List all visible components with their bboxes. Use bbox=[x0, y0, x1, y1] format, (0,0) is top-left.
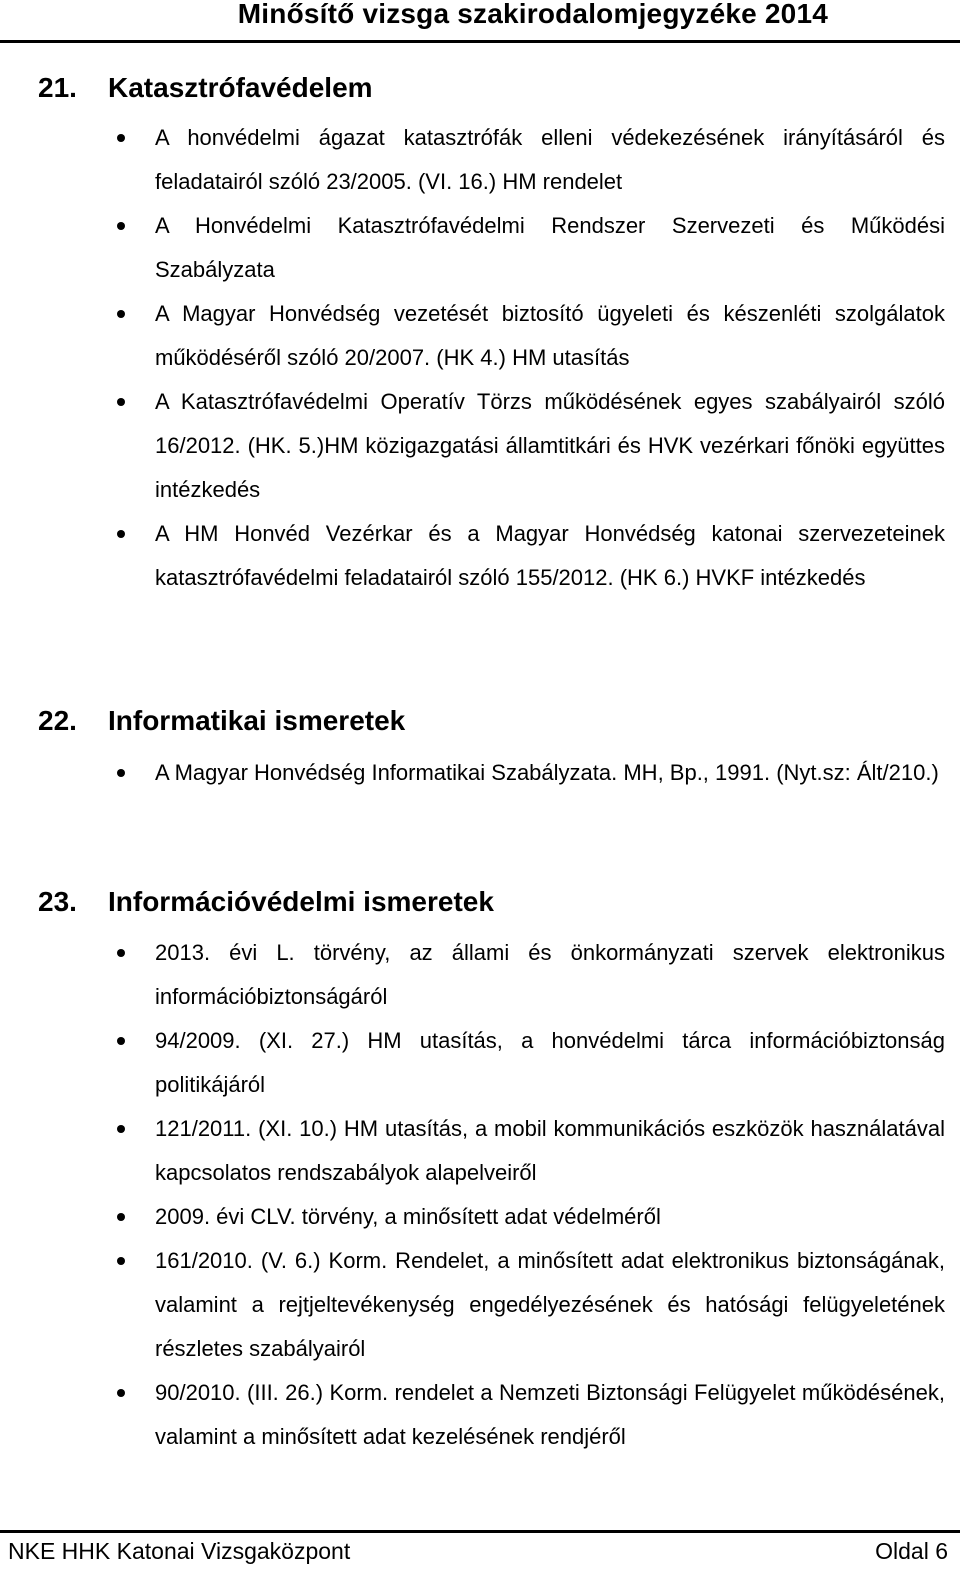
bullet-icon bbox=[117, 1257, 125, 1265]
bullet-icon bbox=[117, 398, 125, 406]
list-item-text: A Magyar Honvédség vezetését biztosító ügyeleti és készenléti szolgálatok működéséről szóló 20/2007. (HK 4.) HM utasítás bbox=[155, 301, 945, 370]
section-title: Információvédelmi ismeretek bbox=[108, 886, 494, 917]
section-title: Informatikai ismeretek bbox=[108, 705, 406, 736]
list-item-text: 121/2011. (XI. 10.) HM utasítás, a mobil kommunikációs eszközök használatával kapcsolatos rendszabályok alapelveiről bbox=[155, 1116, 945, 1185]
section-number: 23. bbox=[38, 886, 77, 917]
reference-list bbox=[0, 931, 960, 1459]
list-item bbox=[0, 931, 960, 1019]
list-item bbox=[0, 1019, 960, 1107]
reference-list bbox=[0, 751, 960, 795]
section-heading bbox=[38, 72, 373, 104]
list-item bbox=[0, 116, 960, 204]
list-item bbox=[0, 292, 960, 380]
bullet-icon bbox=[117, 949, 125, 957]
bullet-icon bbox=[117, 1037, 125, 1045]
list-item bbox=[0, 751, 960, 795]
bullet-icon bbox=[117, 530, 125, 538]
bullet-icon bbox=[117, 222, 125, 230]
list-item-text: A Honvédelmi Katasztrófavédelmi Rendszer Szervezeti és Működési Szabályzata bbox=[155, 213, 945, 282]
section-heading bbox=[38, 705, 405, 737]
bullet-icon bbox=[117, 1389, 125, 1397]
footer-organization: NKE HHK Katonai Vizsgaközpont bbox=[8, 1538, 351, 1564]
list-item-text: A HM Honvéd Vezérkar és a Magyar Honvédség katonai szervezeteinek katasztrófavédelmi feladatairól szóló 155/2012. (HK 6.) HVKF intézkedés bbox=[155, 521, 945, 590]
list-item bbox=[0, 380, 960, 512]
list-item-text: 161/2010. (V. 6.) Korm. Rendelet, a minősített adat elektronikus biztonságának, valamint a rejtjeltevékenység engedélyezésének és hatósági felügyeletének részletes szabályairól bbox=[155, 1248, 945, 1361]
list-item-text: 2013. évi L. törvény, az állami és önkormányzati szervek elektronikus információbiztonságáról bbox=[155, 940, 945, 1009]
page-number: Oldal 6 bbox=[875, 1538, 948, 1564]
list-item bbox=[0, 1195, 960, 1239]
list-item-text: A Katasztrófavédelmi Operatív Törzs működésének egyes szabályairól szóló 16/2012. (HK. 5.)HM közigazgatási államtitkári és HVK vezérkari főnöki együttes intézkedés bbox=[155, 389, 945, 502]
section-title: Katasztrófavédelem bbox=[108, 72, 373, 103]
reference-list bbox=[0, 116, 960, 600]
bullet-icon bbox=[117, 134, 125, 142]
list-item bbox=[0, 512, 960, 600]
page-header bbox=[0, 0, 960, 40]
bullet-icon bbox=[117, 310, 125, 318]
bullet-icon bbox=[117, 1213, 125, 1221]
list-item bbox=[0, 1371, 960, 1459]
section-number: 22. bbox=[38, 705, 77, 736]
header-rule bbox=[0, 40, 960, 43]
list-item bbox=[0, 1239, 960, 1371]
list-item-text: A honvédelmi ágazat katasztrófák elleni védekezésének irányításáról és feladatairól szóló 23/2005. (VI. 16.) HM rendelet bbox=[155, 125, 945, 194]
list-item bbox=[0, 1107, 960, 1195]
bullet-icon bbox=[117, 1125, 125, 1133]
footer-rule bbox=[0, 1530, 960, 1533]
section-heading bbox=[38, 886, 494, 918]
bullet-icon bbox=[117, 769, 125, 777]
list-item-text: A Magyar Honvédség Informatikai Szabályzata. MH, Bp., 1991. (Nyt.sz: Ált/210.) bbox=[155, 760, 939, 785]
list-item-text: 94/2009. (XI. 27.) HM utasítás, a honvédelmi tárca információbiztonság politikájáról bbox=[155, 1028, 945, 1097]
page-header-title: Minősítő vizsga szakirodalomjegyzéke 2014 bbox=[237, 0, 828, 29]
list-item-text: 90/2010. (III. 26.) Korm. rendelet a Nemzeti Biztonsági Felügyelet működésének, valamint a minősített adat kezelésének rendjéről bbox=[155, 1380, 945, 1449]
section-number: 21. bbox=[38, 72, 77, 103]
list-item-text: 2009. évi CLV. törvény, a minősített adat védelméről bbox=[155, 1204, 661, 1229]
list-item bbox=[0, 204, 960, 292]
